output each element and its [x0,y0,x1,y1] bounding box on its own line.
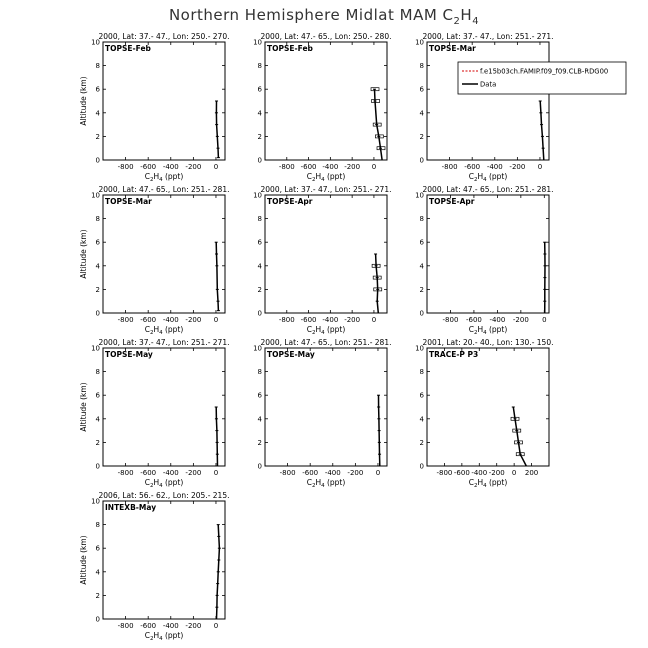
x-tick-label: 0 [213,316,219,324]
x-tick-label: -400 [322,163,339,171]
x-tick-label: -200 [185,163,202,171]
legend [458,62,626,94]
y-tick-label: 10 [91,191,100,200]
y-tick-label: 0 [95,309,100,318]
x-tick-label: -400 [162,163,179,171]
y-tick-label: 4 [95,262,100,271]
x-tick-label: -600 [300,316,317,324]
x-tick-label: -800 [441,163,458,171]
x-tick-label: -400 [471,469,488,477]
y-tick-label: 6 [95,391,100,400]
x-axis-label: $C_2H_4$ (ppt) [306,325,346,336]
campaign-label: TOPSE-May [105,350,153,359]
y-tick-label: 4 [419,262,424,271]
x-tick-label: -600 [140,622,157,630]
y-tick-label: 0 [257,309,262,318]
subplot-header: 2000, Lat: 37.- 47., Lon: 251.- 271. [422,32,554,41]
y-tick-label: 6 [419,391,424,400]
page-title: Northern Hemisphere Midlat MAM $C_2H_4$ [168,6,480,27]
x-tick-label: 0 [213,469,219,477]
y-tick-label: 10 [91,497,100,506]
x-tick-label: -200 [185,316,202,324]
plot-frame [103,195,225,313]
y-tick-label: 6 [257,85,262,94]
y-tick-label: 6 [95,85,100,94]
subplot-6 [415,185,553,336]
plot-frame [265,195,387,313]
subplot-header: 2000, Lat: 37.- 47., Lon: 251.- 271. [260,185,392,194]
campaign-label: TOPSE-Apr [267,197,313,206]
x-tick-label: -400 [486,163,503,171]
y-tick-label: 0 [419,309,424,318]
x-tick-label: -600 [140,163,157,171]
y-tick-label: 2 [419,132,424,141]
y-tick-label: 8 [257,368,262,377]
y-tick-label: 2 [95,285,100,294]
x-tick-label: -400 [162,469,179,477]
y-tick-label: 0 [95,462,100,471]
y-axis-label: Altitude (km) [79,535,88,585]
data-profile-line [540,101,544,160]
y-tick-label: 4 [419,109,424,118]
x-axis-label: $C_2H_4$ (ppt) [468,172,508,183]
y-tick-label: 2 [95,438,100,447]
y-tick-label: 10 [91,38,100,47]
subplot-7 [79,338,229,489]
x-tick-label: -800 [278,163,295,171]
data-profile-line [216,407,217,466]
x-axis-label: $C_2H_4$ (ppt) [144,631,184,642]
x-tick-label: -600 [453,469,470,477]
y-tick-label: 2 [95,591,100,600]
y-tick-label: 2 [257,132,262,141]
subplot-4 [79,185,229,336]
x-axis-label: $C_2H_4$ (ppt) [468,325,508,336]
x-tick-label: -800 [279,469,296,477]
y-tick-label: 6 [257,238,262,247]
y-tick-label: 0 [95,615,100,624]
subplot-2 [253,32,391,183]
campaign-label: TRACE-P P3 [429,350,479,359]
y-tick-label: 10 [415,344,424,353]
y-tick-label: 0 [257,462,262,471]
campaign-label: TOPSE-Feb [267,44,313,53]
x-axis-label: $C_2H_4$ (ppt) [144,172,184,183]
y-axis-label: Altitude (km) [79,76,88,126]
x-tick-label: -400 [162,622,179,630]
x-axis-label: $C_2H_4$ (ppt) [144,325,184,336]
y-tick-label: 0 [95,156,100,165]
subplot-9 [415,338,553,489]
y-tick-label: 2 [257,285,262,294]
y-axis-label: Altitude (km) [79,229,88,279]
x-axis-label: $C_2H_4$ (ppt) [306,478,346,489]
x-tick-label: -600 [465,316,482,324]
y-tick-label: 10 [415,38,424,47]
y-tick-label: 8 [95,368,100,377]
x-tick-label: -800 [117,163,134,171]
y-tick-label: 6 [95,544,100,553]
plot-frame [427,42,549,160]
subplot-5 [253,185,391,336]
x-tick-label: 0 [371,163,377,171]
y-tick-label: 6 [419,238,424,247]
data-profile-line [216,242,218,310]
y-tick-label: 6 [419,85,424,94]
x-tick-label: 200 [524,469,539,477]
x-tick-label: -600 [300,163,317,171]
x-tick-label: 0 [213,622,219,630]
campaign-label: TOPSE-Mar [429,44,476,53]
x-tick-label: -200 [512,316,529,324]
y-tick-label: 2 [257,438,262,447]
subplot-10 [79,491,229,642]
x-tick-label: -600 [140,469,157,477]
y-tick-label: 10 [253,38,262,47]
y-tick-label: 4 [419,415,424,424]
x-tick-label: -200 [344,163,361,171]
x-axis-label: $C_2H_4$ (ppt) [306,172,346,183]
plot-frame [427,348,549,466]
y-tick-label: 8 [419,62,424,71]
x-tick-label: -200 [344,316,361,324]
y-tick-label: 4 [95,568,100,577]
x-tick-label: -600 [464,163,481,171]
plot-frame [103,348,225,466]
subplot-3 [415,32,553,183]
subplot-header: 2000, Lat: 37.- 47., Lon: 250.- 270. [98,32,230,41]
subplot-header: 2000, Lat: 47.- 65., Lon: 251.- 281. [98,185,230,194]
x-tick-label: 0 [542,316,547,324]
campaign-label: TOPSE-Apr [429,197,475,206]
x-tick-label: -400 [489,316,506,324]
y-axis-label: Altitude (km) [79,382,88,432]
subplot-8 [253,338,391,489]
x-tick-label: 0 [371,316,377,324]
y-tick-label: 0 [257,156,262,165]
x-tick-label: 0 [213,163,219,171]
x-tick-label: -200 [185,622,202,630]
y-tick-label: 8 [95,521,100,530]
y-tick-label: 8 [419,215,424,224]
x-tick-label: 0 [511,469,517,477]
data-profile-line [216,101,218,158]
y-tick-label: 6 [95,238,100,247]
campaign-label: TOPSE-Feb [105,44,151,53]
y-tick-label: 10 [91,344,100,353]
y-tick-label: 10 [253,344,262,353]
x-tick-label: -600 [302,469,319,477]
y-tick-label: 4 [95,109,100,118]
legend-data-label: Data [480,80,497,89]
y-tick-label: 2 [419,438,424,447]
x-tick-label: -800 [442,316,459,324]
plot-frame [265,348,387,466]
subplot-header: 2000, Lat: 47.- 65., Lon: 250.- 280. [260,32,392,41]
campaign-label: TOPSE-Mar [105,197,152,206]
x-tick-label: -800 [117,316,134,324]
x-tick-label: -800 [278,316,295,324]
x-tick-label: -800 [117,469,134,477]
y-tick-label: 0 [419,462,424,471]
campaign-label: INTEXB-May [105,503,157,512]
x-axis-label: $C_2H_4$ (ppt) [144,478,184,489]
subplot-1 [79,32,229,183]
y-tick-label: 4 [95,415,100,424]
plot-frame [265,42,387,160]
subplot-header: 2000, Lat: 47.- 65., Lon: 251.- 281. [422,185,554,194]
campaign-label: TOPSE-May [267,350,315,359]
legend-model-label: f.e15b03ch.FAMIP.f09_f09.CLB-RDG00 [480,67,609,76]
x-tick-label: -200 [185,469,202,477]
plot-frame [103,42,225,160]
x-tick-label: 0 [375,469,381,477]
data-profile-line [376,254,379,313]
y-tick-label: 8 [419,368,424,377]
x-tick-label: -200 [509,163,526,171]
x-tick-label: -600 [140,316,157,324]
y-tick-label: 10 [415,191,424,200]
y-tick-label: 4 [257,262,262,271]
subplot-header: 2000, Lat: 47.- 65., Lon: 251.- 281. [260,338,392,347]
x-axis-label: $C_2H_4$ (ppt) [468,478,508,489]
data-profile-line [513,407,526,466]
x-tick-label: -200 [488,469,505,477]
y-tick-label: 4 [257,109,262,118]
x-tick-label: -200 [347,469,364,477]
y-tick-label: 0 [419,156,424,165]
x-tick-label: -800 [436,469,453,477]
y-tick-label: 2 [95,132,100,141]
y-tick-label: 8 [95,62,100,71]
x-tick-label: -400 [322,316,339,324]
x-tick-label: -400 [324,469,341,477]
subplot-header: 2000, Lat: 37.- 47., Lon: 251.- 271. [98,338,230,347]
y-tick-label: 2 [419,285,424,294]
y-tick-label: 8 [257,62,262,71]
x-tick-label: -800 [117,622,134,630]
plot-frame [103,501,225,619]
x-tick-label: -400 [162,316,179,324]
y-tick-label: 4 [257,415,262,424]
subplot-header: 2006, Lat: 56.- 62., Lon: 205.- 215. [98,491,230,500]
y-tick-label: 6 [257,391,262,400]
subplot-header: 2001, Lat: 20.- 40., Lon: 130.- 150. [422,338,554,347]
y-tick-label: 10 [253,191,262,200]
y-tick-label: 8 [95,215,100,224]
plot-frame [427,195,549,313]
x-tick-label: 0 [537,163,543,171]
y-tick-label: 8 [257,215,262,224]
